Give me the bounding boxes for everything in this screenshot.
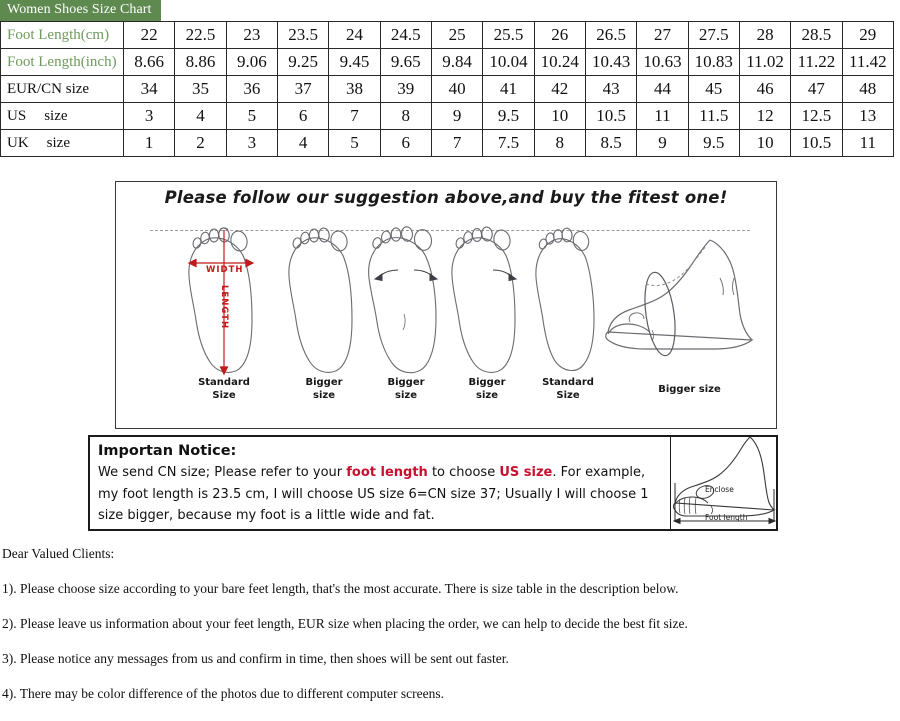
cell-inch-12: 11.02 xyxy=(739,49,790,76)
cell-cm-9: 26.5 xyxy=(585,22,636,49)
cell-eur-13: 47 xyxy=(791,76,842,103)
cell-uk-6: 7 xyxy=(431,130,482,157)
note-item-2: 2). Please leave us information about your feet length, EUR size when placing the order, we can help to decide the best fit size. xyxy=(2,616,688,631)
cell-inch-10: 10.63 xyxy=(637,49,688,76)
cell-uk-12: 10 xyxy=(739,130,790,157)
notice-line1-b: to choose xyxy=(427,465,500,480)
cell-inch-3: 9.25 xyxy=(277,49,328,76)
notice-highlight-us-size: US size xyxy=(499,465,553,480)
caption-line-1: Standard xyxy=(542,377,594,388)
cell-eur-10: 44 xyxy=(637,76,688,103)
caption-line-2: size xyxy=(395,389,417,401)
important-notice-box xyxy=(88,435,778,531)
foot-diagram-row xyxy=(116,222,777,401)
foot-caption-side: Bigger size xyxy=(658,384,721,395)
row-label-us xyxy=(1,103,124,130)
table-row-eur-cn xyxy=(1,76,894,103)
uk-label-prefix: UK xyxy=(7,134,29,151)
cell-inch-9: 10.43 xyxy=(585,49,636,76)
cell-eur-0: 34 xyxy=(124,76,175,103)
cell-eur-5: 39 xyxy=(380,76,431,103)
size-chart-table xyxy=(0,21,894,157)
cell-cm-14: 29 xyxy=(842,22,893,49)
note-item-1: 1). Please choose size according to your bare feet length, that's the most accurate. There is size table in the description below. xyxy=(2,581,679,596)
cell-inch-0: 8.66 xyxy=(124,49,175,76)
enclose-label: Enclose xyxy=(705,485,734,494)
cell-uk-2: 3 xyxy=(226,130,277,157)
cell-uk-5: 6 xyxy=(380,130,431,157)
cell-uk-8: 8 xyxy=(534,130,585,157)
cell-us-11: 11.5 xyxy=(688,103,739,130)
cell-us-9: 10.5 xyxy=(585,103,636,130)
chart-title: Women Shoes Size Chart xyxy=(0,0,161,21)
cell-uk-11: 9.5 xyxy=(688,130,739,157)
foot-diagram-1 xyxy=(176,222,272,401)
length-measure-label: LENGTH xyxy=(219,285,229,330)
cell-inch-6: 9.84 xyxy=(431,49,482,76)
us-label-prefix: US xyxy=(7,107,27,124)
cell-cm-7: 25.5 xyxy=(483,22,534,49)
foot-measure-figure xyxy=(671,437,778,529)
cell-uk-13: 10.5 xyxy=(791,130,842,157)
cell-us-10: 11 xyxy=(637,103,688,130)
cell-inch-5: 9.65 xyxy=(380,49,431,76)
cell-us-0: 3 xyxy=(124,103,175,130)
cell-inch-8: 10.24 xyxy=(534,49,585,76)
size-chart-section xyxy=(0,0,894,157)
cell-inch-2: 9.06 xyxy=(226,49,277,76)
width-measure-label: WIDTH xyxy=(206,265,244,275)
cell-inch-1: 8.86 xyxy=(175,49,226,76)
cell-eur-9: 43 xyxy=(585,76,636,103)
caption-line-1: Bigger xyxy=(387,377,425,388)
caption-line-1: Standard xyxy=(198,377,250,388)
cell-eur-14: 48 xyxy=(842,76,893,103)
foot-caption-1 xyxy=(176,377,272,402)
cell-us-1: 4 xyxy=(175,103,226,130)
cell-eur-2: 36 xyxy=(226,76,277,103)
table-row-uk xyxy=(1,130,894,157)
cell-eur-1: 35 xyxy=(175,76,226,103)
table-row-foot-length-cm xyxy=(1,22,894,49)
notice-title-part1: Importan xyxy=(98,443,174,459)
cell-uk-4: 5 xyxy=(329,130,380,157)
row-label-uk xyxy=(1,130,124,157)
caption-line-1: Bigger xyxy=(305,377,343,388)
cell-cm-2: 23 xyxy=(226,22,277,49)
cell-cm-0: 22 xyxy=(124,22,175,49)
notice-line1-a: We send CN size; Please refer to your xyxy=(98,465,347,480)
cell-cm-10: 27 xyxy=(637,22,688,49)
cell-cm-3: 23.5 xyxy=(277,22,328,49)
foot-illustration-panel xyxy=(115,181,777,429)
cell-cm-11: 27.5 xyxy=(688,22,739,49)
cell-us-6: 9 xyxy=(431,103,482,130)
cell-eur-7: 41 xyxy=(483,76,534,103)
cell-cm-8: 26 xyxy=(534,22,585,49)
table-row-foot-length-inch xyxy=(1,49,894,76)
cell-cm-13: 28.5 xyxy=(791,22,842,49)
row-label-eur-cn: EUR/CN size xyxy=(1,76,124,103)
cell-us-12: 12 xyxy=(739,103,790,130)
note-item-4: 4). There may be color difference of the photos due to different computer screens. xyxy=(2,686,444,701)
cell-cm-4: 24 xyxy=(329,22,380,49)
cell-uk-14: 11 xyxy=(842,130,893,157)
cell-eur-6: 40 xyxy=(431,76,482,103)
row-label-foot-length-cm: Foot Length(cm) xyxy=(1,22,124,49)
cell-inch-14: 11.42 xyxy=(842,49,893,76)
cell-us-5: 8 xyxy=(380,103,431,130)
notice-title xyxy=(98,440,666,462)
caption-line-2: Size xyxy=(556,389,580,401)
notice-title-part2: Notice: xyxy=(178,443,237,459)
cell-cm-5: 24.5 xyxy=(380,22,431,49)
us-label-suffix: size xyxy=(44,107,68,124)
client-notes-section xyxy=(2,546,892,721)
cell-us-13: 12.5 xyxy=(791,103,842,130)
cell-cm-12: 28 xyxy=(739,22,790,49)
cell-uk-10: 9 xyxy=(637,130,688,157)
foot-length-label: Foot length xyxy=(705,513,748,522)
cell-inch-13: 11.22 xyxy=(791,49,842,76)
cell-eur-4: 38 xyxy=(329,76,380,103)
notice-line1-c: . For example, xyxy=(552,465,646,480)
cell-inch-4: 9.45 xyxy=(329,49,380,76)
caption-line-2: size xyxy=(476,389,498,401)
cell-uk-3: 4 xyxy=(277,130,328,157)
cell-uk-7: 7.5 xyxy=(483,130,534,157)
notice-text-block xyxy=(98,440,666,527)
notice-line2: my foot length is 23.5 cm, I will choose US size 6=CN size 37; Usually I will choose xyxy=(98,486,637,502)
cell-inch-11: 10.83 xyxy=(688,49,739,76)
cell-inch-7: 10.04 xyxy=(483,49,534,76)
row-label-foot-length-inch: Foot Length(inch) xyxy=(1,49,124,76)
foot-diagram-side-view xyxy=(602,222,777,395)
note-item-3: 3). Please notice any messages from us and confirm in time, then shoes will be sent out faster. xyxy=(2,651,509,666)
notes-greeting: Dear Valued Clients: xyxy=(2,546,115,561)
caption-line-1: Bigger xyxy=(468,377,506,388)
caption-line-2: Size xyxy=(212,389,236,401)
cell-cm-6: 25 xyxy=(431,22,482,49)
cell-eur-11: 45 xyxy=(688,76,739,103)
cell-uk-9: 8.5 xyxy=(585,130,636,157)
cell-eur-8: 42 xyxy=(534,76,585,103)
foot-side-view-icon xyxy=(602,222,777,382)
cell-cm-1: 22.5 xyxy=(175,22,226,49)
cell-us-3: 6 xyxy=(277,103,328,130)
cell-uk-0: 1 xyxy=(124,130,175,157)
cell-eur-12: 46 xyxy=(739,76,790,103)
cell-eur-3: 37 xyxy=(277,76,328,103)
cell-uk-1: 2 xyxy=(175,130,226,157)
notice-highlight-foot-length: foot length xyxy=(346,465,428,480)
illustration-heading: Please follow our suggestion above,and buy the fitest one! xyxy=(164,188,728,207)
cell-us-7: 9.5 xyxy=(483,103,534,130)
cell-us-4: 7 xyxy=(329,103,380,130)
uk-label-suffix: size xyxy=(46,134,70,151)
caption-line-2: size xyxy=(313,389,335,401)
cell-us-2: 5 xyxy=(226,103,277,130)
notice-line3: 1 size bigger, because my foot is a little wide and fat. xyxy=(98,486,649,523)
cell-us-14: 13 xyxy=(842,103,893,130)
cell-us-8: 10 xyxy=(534,103,585,130)
table-row-us xyxy=(1,103,894,130)
